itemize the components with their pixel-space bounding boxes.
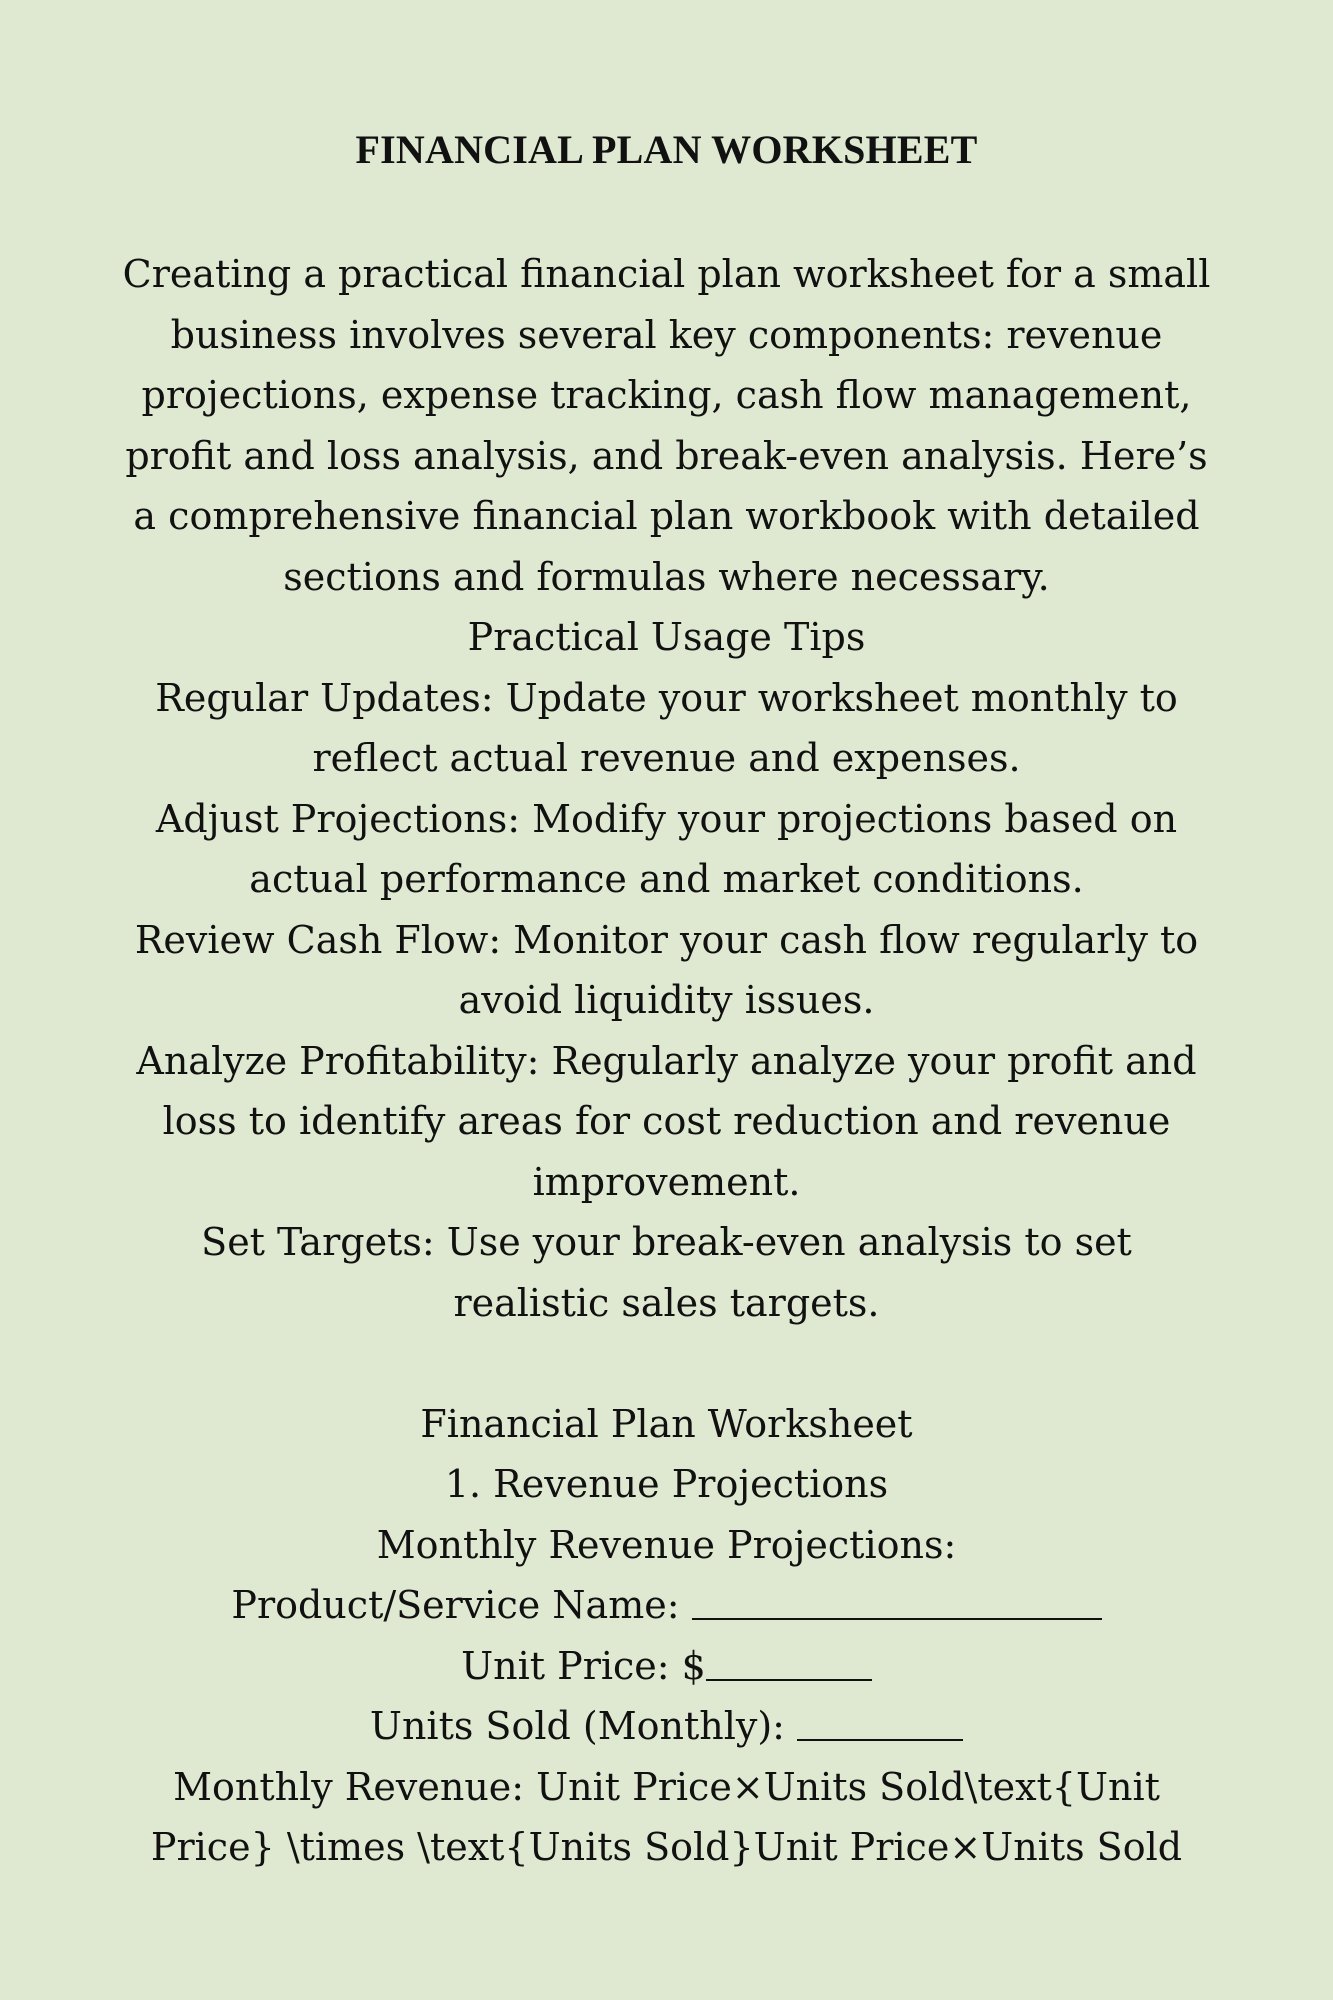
product-name-row	[120, 1575, 1213, 1636]
section-gap	[120, 1333, 1213, 1394]
unit-price-blank[interactable]	[706, 1639, 872, 1681]
intro-paragraph: Creating a practical financial plan worksheet for a small business involves several key components: revenue projections, expense tracking, cash flow management, profit and loss analysis, and break-even analysis. Here’s a comprehensive financial plan workbook with detailed sections and formulas where necessary.	[122, 252, 1211, 599]
document-title: FINANCIAL PLAN WORKSHEET	[355, 127, 978, 172]
monthly-revenue-subheading: Monthly Revenue Projections:	[376, 1522, 957, 1567]
section-title-revenue: 1. Revenue Projections	[444, 1462, 889, 1506]
tip-review-cash-flow: Review Cash Flow: Monitor your cash flow regularly to avoid liquidity issues.	[134, 917, 1199, 1022]
units-sold-row	[120, 1696, 1213, 1757]
tip-regular-updates: Regular Updates: Update your worksheet monthly to reflect actual revenue and expenses.	[155, 675, 1178, 780]
units-sold-blank[interactable]	[797, 1699, 963, 1741]
product-name-label: Product/Service Name:	[231, 1583, 680, 1627]
unit-price-label: Unit Price: $	[461, 1643, 706, 1688]
tips-heading: Practical Usage Tips	[467, 615, 866, 659]
tip-adjust-projections: Adjust Projections: Modify your projections based on actual performance and market conditions.	[155, 796, 1178, 901]
product-name-blank[interactable]	[692, 1578, 1102, 1620]
tip-set-targets: Set Targets: Use your break-even analysis to set realistic sales targets.	[201, 1220, 1132, 1325]
monthly-revenue-formula: Monthly Revenue: Unit Price×Units Sold\text{Unit Price} \times \text{Units Sold}Unit Price×Units Sold	[150, 1764, 1183, 1869]
tip-analyze-profitability: Analyze Profitability: Regularly analyze your profit and loss to identify areas for cost reduction and revenue improvement.	[136, 1038, 1197, 1204]
units-sold-label: Units Sold (Monthly):	[369, 1704, 785, 1748]
unit-price-row	[120, 1636, 1213, 1697]
document-body	[120, 244, 1213, 1878]
worksheet-heading: Financial Plan Worksheet	[420, 1401, 913, 1446]
